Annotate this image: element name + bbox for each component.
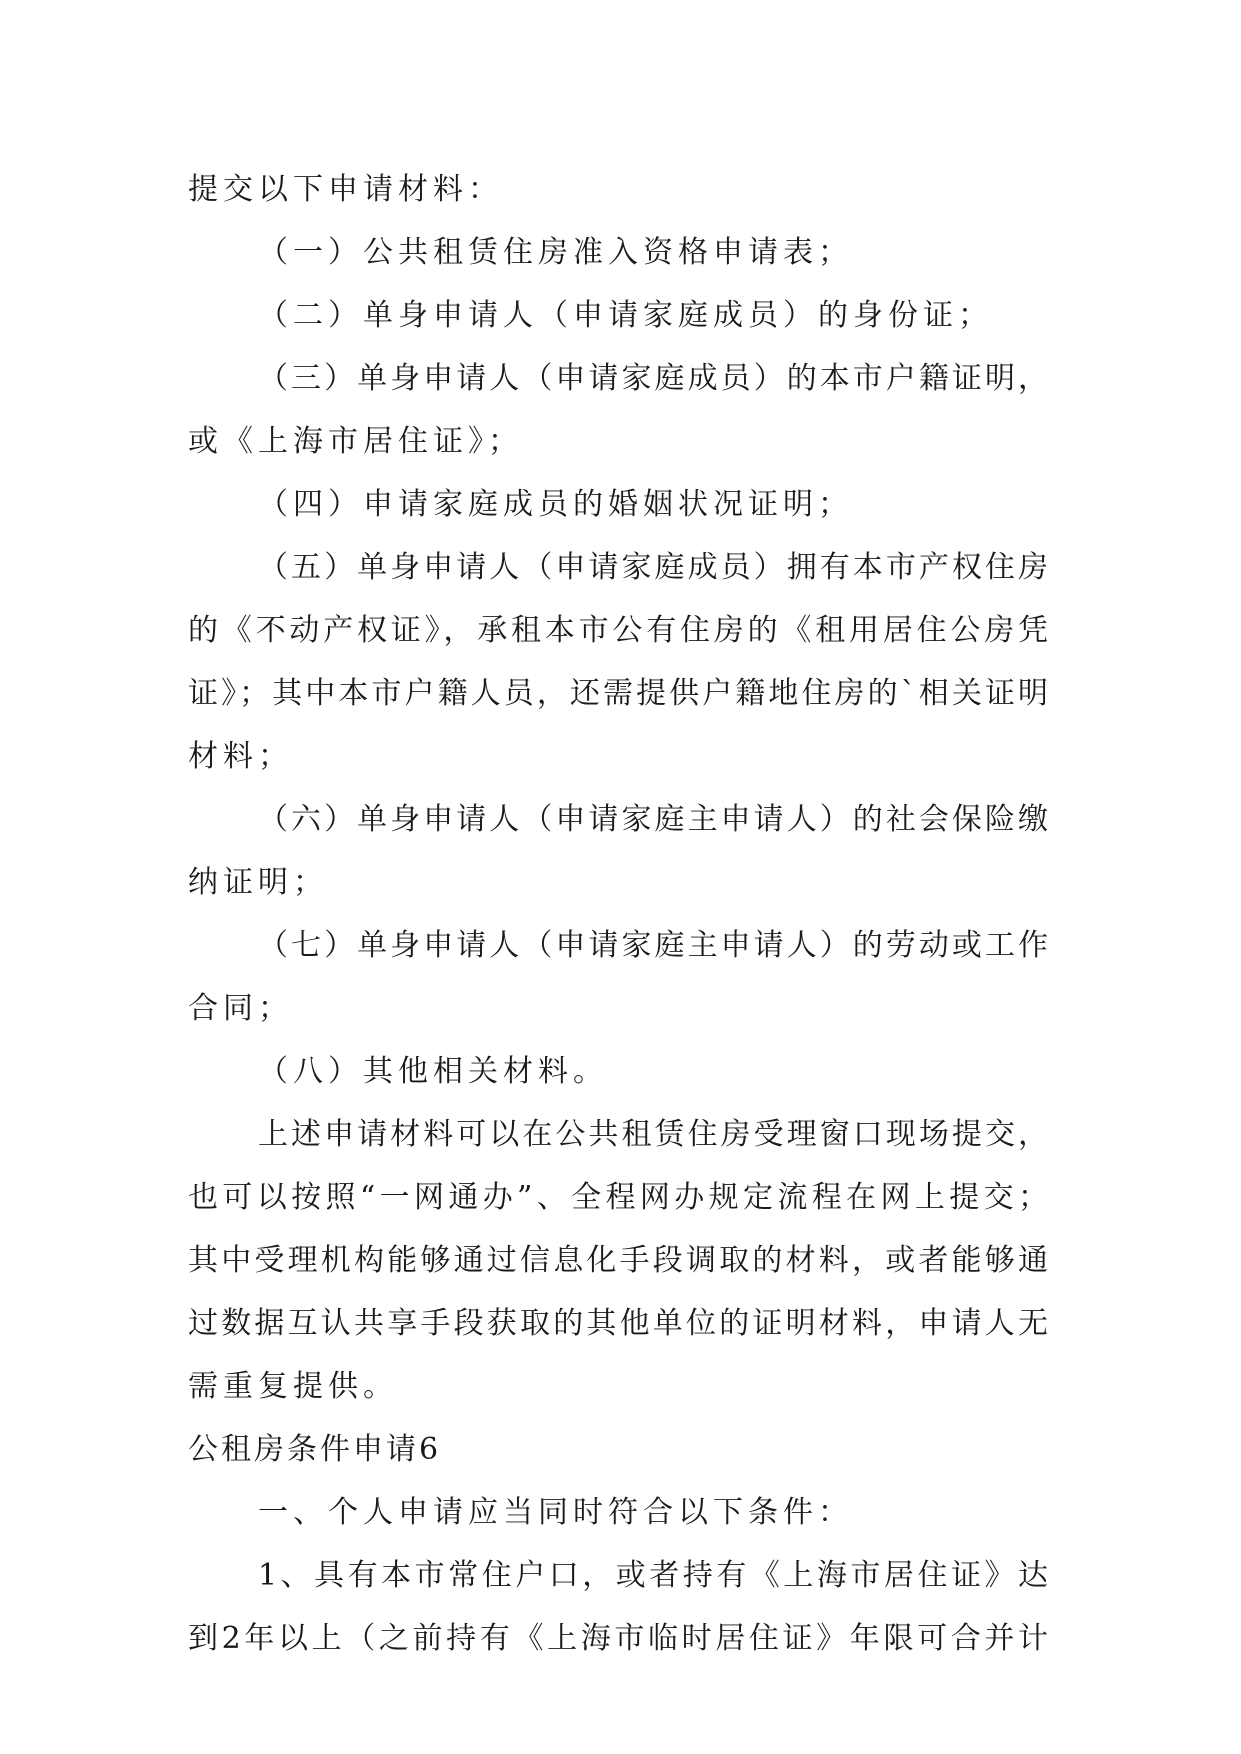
text-line: （四）申请家庭成员的婚姻状况证明； bbox=[258, 487, 853, 522]
text-line: 纳证明； bbox=[188, 865, 328, 900]
text-line: （五）单身申请人（申请家庭成员）拥有本市产权住房 bbox=[258, 550, 1048, 585]
text-line: 材料； bbox=[188, 739, 293, 774]
text-line: （七）单身申请人（申请家庭主申请人）的劳动或工作 bbox=[258, 928, 1048, 963]
text-line: 其中受理机构能够通过信息化手段调取的材料，或者能够通 bbox=[188, 1243, 1048, 1278]
text-line: 到2年以上（之前持有《上海市临时居住证》年限可合并计 bbox=[188, 1621, 1048, 1656]
text-line: 上述申请材料可以在公共租赁住房受理窗口现场提交， bbox=[258, 1117, 1048, 1152]
text-line: 也可以按照“一网通办”、全程网办规定流程在网上提交； bbox=[188, 1180, 1048, 1215]
text-line: 一、个人申请应当同时符合以下条件： bbox=[258, 1495, 853, 1530]
text-line: （六）单身申请人（申请家庭主申请人）的社会保险缴 bbox=[258, 802, 1048, 837]
text-line: 合同； bbox=[188, 991, 293, 1026]
text-line: （三）单身申请人（申请家庭成员）的本市户籍证明， bbox=[258, 361, 1048, 396]
text-line: （一）公共租赁住房准入资格申请表； bbox=[258, 235, 853, 270]
text-line: 证》；其中本市户籍人员，还需提供户籍地住房的`相关证明 bbox=[188, 676, 1048, 711]
text-line: （八）其他相关材料。 bbox=[258, 1054, 608, 1089]
text-line: 需重复提供。 bbox=[188, 1369, 398, 1404]
text-line: 过数据互认共享手段获取的其他单位的证明材料，申请人无 bbox=[188, 1306, 1048, 1341]
text-line: 1、具有本市常住户口，或者持有《上海市居住证》达 bbox=[258, 1558, 1048, 1593]
text-line: 的《不动产权证》，承租本市公有住房的《租用居住公房凭 bbox=[188, 613, 1048, 648]
document-body bbox=[188, 158, 1048, 1670]
text-line: （二）单身申请人（申请家庭成员）的身份证； bbox=[258, 298, 993, 333]
text-line: 提交以下申请材料： bbox=[188, 172, 503, 207]
section-heading: 公租房条件申请6 bbox=[188, 1432, 442, 1467]
text-line: 或《上海市居住证》； bbox=[188, 424, 523, 459]
